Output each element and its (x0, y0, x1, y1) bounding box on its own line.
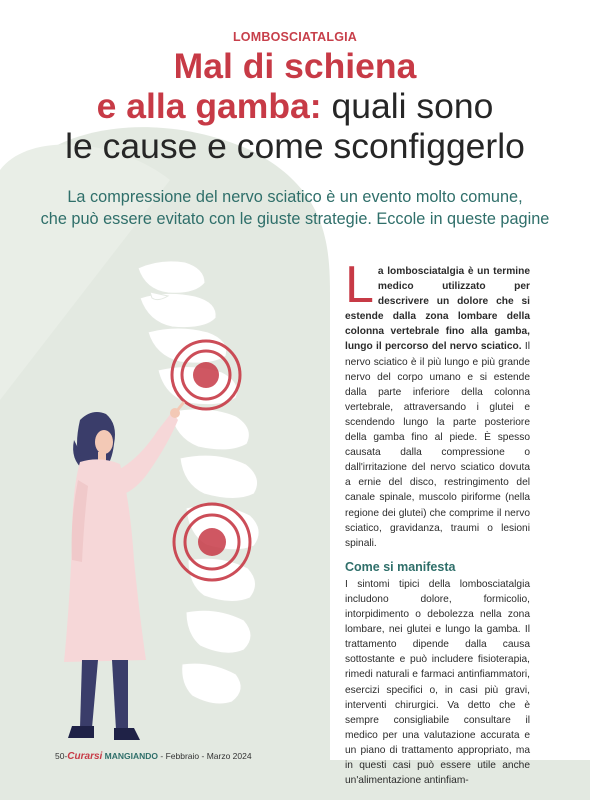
article-paragraph-2: I sintomi tipici della lombosciatalgia includono dolore, formicolio, intorpidimento o debolezza nella zona lombare, nei glutei e lungo la gamba. Il trattamento dipende dalla causa sottostante e può includere fisioterapia, rimedi naturali e farmaci antinfiammatori, esercizi specifici o, in casi più gravi, interventi chirurgici. Va detto che è sempre consigliabile consultare il medico per una valutazione accurata e un piano di trattamento appropriato, ma in questi casi può essere utile anche un'alimentazione antinfiam- (345, 578, 530, 787)
section-heading: Come si manifesta (345, 559, 456, 574)
subtitle-line-2: che può essere evitato con le giuste strategie. Eccole in queste pagine (40, 210, 550, 228)
doctor-icon (64, 402, 184, 740)
page-footer (55, 751, 252, 762)
title-line-1: Mal di schiena (173, 46, 417, 86)
subtitle-line-1: La compressione del nervo sciatico è un evento molto comune, (67, 188, 523, 206)
title-line-2-dark: quali sono (321, 86, 494, 126)
drop-cap: L (345, 256, 374, 314)
title-line-3: le cause e come sconfiggerlo (65, 126, 525, 166)
article-intro (345, 256, 530, 551)
article-body (345, 256, 530, 788)
footer-issue: - Febbraio - Marzo 2024 (158, 751, 252, 761)
article-paragraph-1: Il nervo sciatico è il più lungo e più grande nervo del corpo umano e si estende dalla parte inferiore della colonna vertebrale, attraversando i glutei e scendendo lungo la parte posteriore della gamba fino al piede. È spesso causata dalla compressione o dall'irritazione del nervo sciatico dovuta a ernie del disco, restringimento del canale spinale, muscolo piriforme (nella regione dei glutei) che comprime il nervo sciatico, gravidanza, traumi o lesioni spinali. (345, 341, 530, 549)
kicker: LOMBOSCIATALGIA (232, 30, 358, 44)
article-lead: a lombosciatalgia è un termine medico utilizzato per descrivere un dolore che si estende dalla zona lombare della colonna vertebrale fino alla gamba, lungo il percorso del nervo sciatico. (345, 266, 530, 353)
footer-brand: Curarsi (67, 751, 103, 762)
page-number: 50- (55, 751, 68, 761)
spine-icon (138, 261, 259, 704)
footer-magazine: MANGIANDO (102, 751, 159, 761)
title-line-2-red: e alla gamba: (96, 86, 322, 126)
